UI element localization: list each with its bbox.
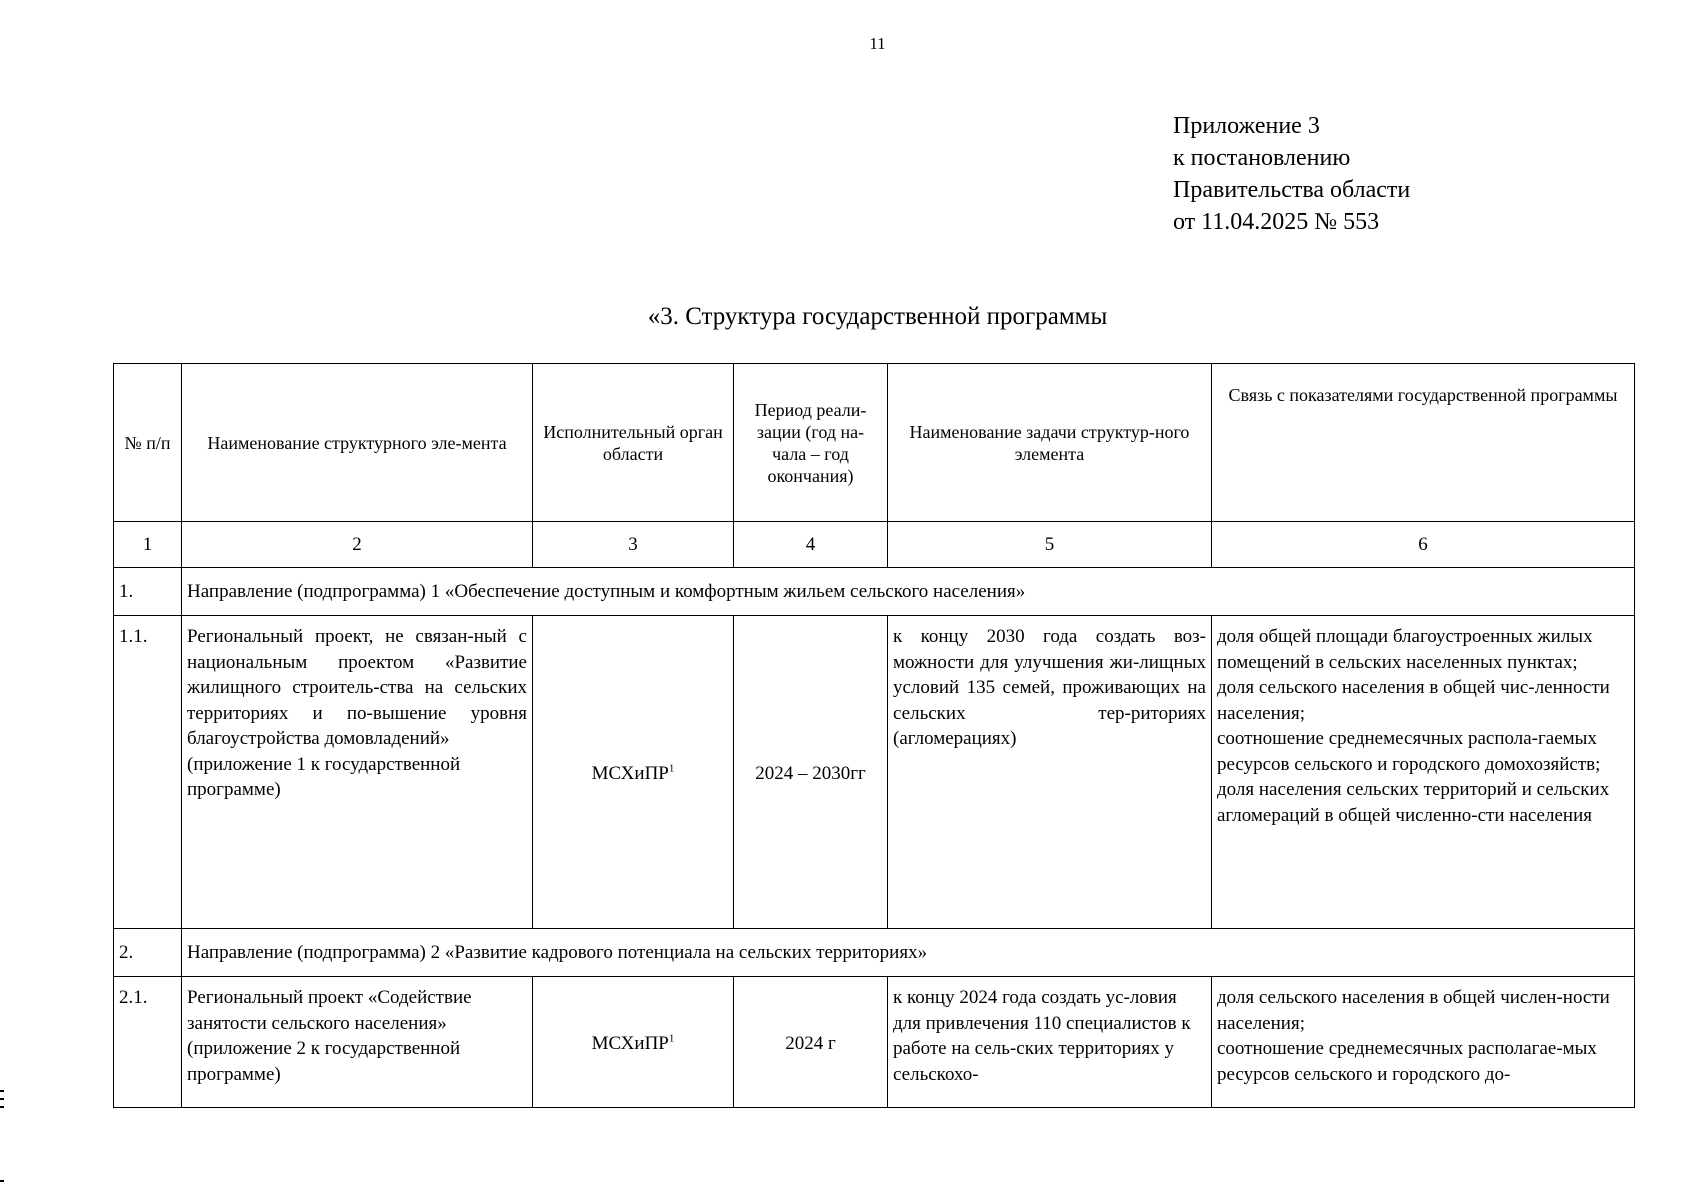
row-num: 1.1. <box>114 616 182 929</box>
header-executor: Исполнительный орган области <box>533 364 734 522</box>
column-number: 1 <box>114 522 182 568</box>
table-row <box>114 977 1635 1108</box>
row-task: к концу 2024 года создать ус-ловия для привлечения 110 специалистов к работе на сель-ских территориях у сельскохо- <box>888 977 1212 1108</box>
row-period: 2024 г <box>734 977 888 1108</box>
column-number-row <box>114 522 1635 568</box>
appendix-line: Правительства области <box>1173 177 1411 203</box>
scan-edge-mark <box>0 1106 4 1108</box>
row-task: к концу 2030 года создать воз-можности для улучшения жи-лищных условий 135 семей, проживающих на сельских тер-риториях (агломерациях) <box>888 616 1212 929</box>
indicator-item: доля населения сельских территорий и сельских агломераций в общей численно-сти населения <box>1217 779 1610 826</box>
direction-row <box>114 929 1635 977</box>
footnote-mark: 1 <box>668 762 675 775</box>
indicator-item: доля сельского населения в общей числен-ности населения; <box>1217 987 1610 1034</box>
direction-num: 1. <box>114 568 182 616</box>
indicator-item: доля сельского населения в общей чис-ленности населения; <box>1217 677 1610 724</box>
executor-text: МСХиПР <box>591 763 669 785</box>
row-indicators <box>1212 616 1635 929</box>
header-name: Наименование структурного эле-мента <box>182 364 533 522</box>
scan-edge-mark <box>0 1098 4 1100</box>
program-structure-table <box>113 363 1635 1108</box>
direction-num: 2. <box>114 929 182 977</box>
appendix-line: Приложение 3 <box>1173 113 1320 139</box>
section-title: «3. Структура государственной программы <box>647 303 1108 330</box>
direction-title: Направление (подпрограмма) 1 «Обеспечение доступным и комфортным жильем сельского населения» <box>182 568 1635 616</box>
row-num: 2.1. <box>114 977 182 1108</box>
row-executor <box>533 977 734 1108</box>
row-name-note: (приложение 2 к государственной программе) <box>187 1038 461 1085</box>
indicator-item: соотношение среднемесячных располагае-мых ресурсов сельского и городского до- <box>1217 1038 1597 1085</box>
header-period: Период реали-зации (год на-чала – год окончания) <box>734 364 888 522</box>
appendix-line: к постановлению <box>1173 145 1351 171</box>
row-name-text: Региональный проект «Содействие занятости сельского населения» <box>187 987 472 1034</box>
column-number: 6 <box>1212 522 1635 568</box>
page-number: 11 <box>869 34 886 53</box>
scan-edge-mark <box>0 1180 4 1182</box>
row-name <box>182 977 533 1108</box>
scan-edge-mark <box>0 1090 4 1092</box>
direction-row <box>114 568 1635 616</box>
table-header-row <box>114 364 1635 522</box>
indicator-item: доля общей площади благоустроенных жилых помещений в сельских населенных пунктах; <box>1217 626 1593 673</box>
row-name <box>182 616 533 929</box>
header-indicators: Связь с показателями государственной программы <box>1212 364 1635 522</box>
direction-title: Направление (подпрограмма) 2 «Развитие кадрового потенциала на сельских территориях» <box>182 929 1635 977</box>
indicator-item: соотношение среднемесячных распола-гаемых ресурсов сельского и городского домохозяйств; <box>1217 728 1601 775</box>
column-number: 3 <box>533 522 734 568</box>
row-indicators <box>1212 977 1635 1108</box>
column-number: 4 <box>734 522 888 568</box>
footnote-mark: 1 <box>668 1032 675 1045</box>
appendix-block <box>1173 110 1410 238</box>
column-number: 2 <box>182 522 533 568</box>
row-executor <box>533 616 734 929</box>
executor-text: МСХиПР <box>591 1033 669 1055</box>
appendix-line: от 11.04.2025 № 553 <box>1173 209 1380 235</box>
header-task: Наименование задачи структур-ного элемента <box>888 364 1212 522</box>
table-row <box>114 616 1635 929</box>
row-name-note: (приложение 1 к государственной программе) <box>187 753 461 800</box>
header-num: № п/п <box>114 364 182 522</box>
row-name-text: Региональный проект, не связан-ный с национальным проектом «Развитие жилищного строитель-ства на сельских территориях и по-вышение уровня благоустройства домовладений» <box>187 626 527 749</box>
row-period: 2024 – 2030гг <box>734 616 888 929</box>
column-number: 5 <box>888 522 1212 568</box>
